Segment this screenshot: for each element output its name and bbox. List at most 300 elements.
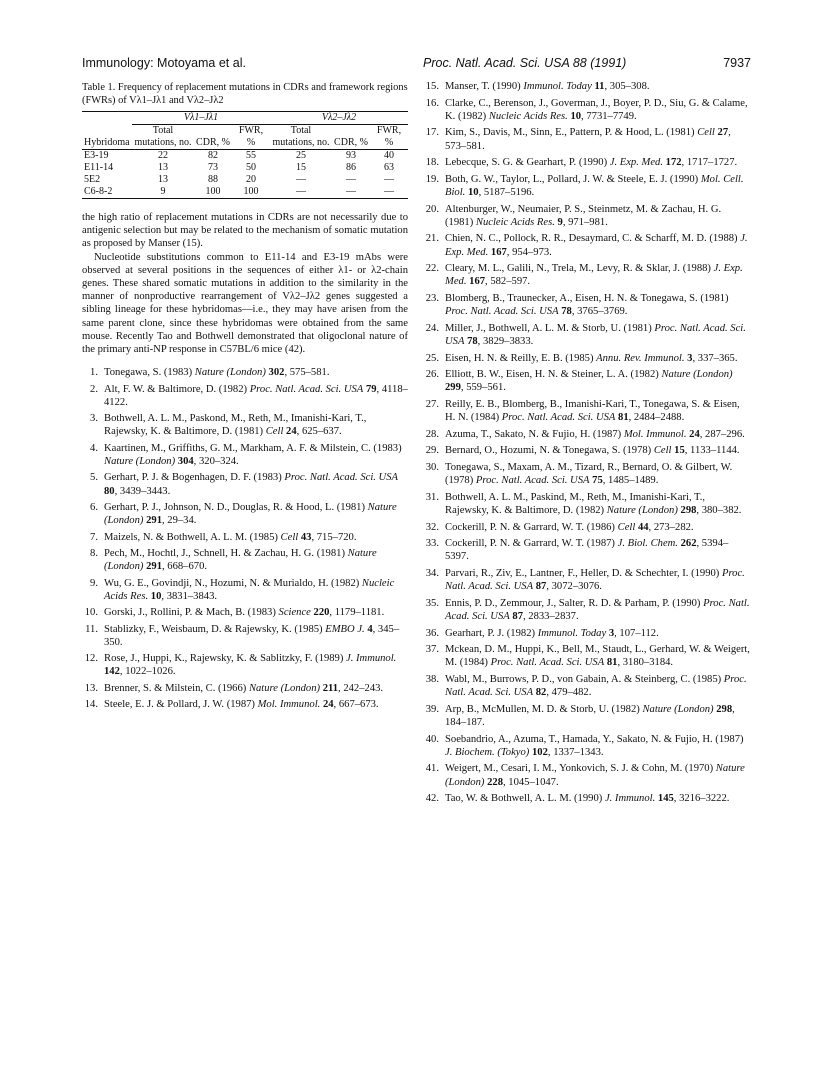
reference-number: 24. — [425, 322, 439, 334]
reference-authors: Alt, F. W. & Baltimore, D. (1982) — [104, 383, 250, 395]
reference-authors: Rose, J., Huppi, K., Rajewsky, K. & Sablitzky, F. (1989) — [104, 653, 347, 665]
reference-volume: 291 — [146, 561, 162, 573]
cell-f1: 20 — [246, 174, 256, 185]
reference-number: 26. — [425, 369, 439, 381]
reference-number: 16. — [425, 97, 439, 109]
reference-pages: , 4118–4122. — [104, 383, 408, 408]
reference-journal: Proc. Natl. Acad. Sci. USA — [445, 567, 745, 593]
reference-pages: , 1337–1343. — [547, 746, 604, 758]
reference-item — [82, 442, 408, 468]
reference-authors: Tonegawa, S., Maxam, A. M., Tizard, R., Bernard, O. & Gilbert, W. (1978) — [445, 461, 733, 487]
reference-volume: 15 — [674, 445, 685, 457]
reference-volume: 10 — [570, 110, 582, 122]
reference-volume: 302 — [268, 367, 285, 379]
reference-volume: 81 — [618, 412, 629, 424]
reference-volume: 80 — [104, 485, 115, 497]
reference-journal: J. Biochem. (Tokyo) — [445, 746, 530, 758]
reference-number: 35. — [425, 597, 439, 609]
cell-t1: 22 — [158, 150, 168, 161]
reference-item — [82, 652, 408, 678]
reference-number: 14. — [84, 699, 98, 711]
reference-item — [82, 623, 408, 649]
reference-number: 18. — [425, 157, 439, 169]
reference-pages: , 242–243. — [338, 682, 384, 694]
reference-number: 42. — [425, 793, 439, 805]
reference-authors: Wabl, M., Burrows, P. D., von Gabain, A. & Steinberg, C. (1985) — [445, 673, 724, 685]
reference-pages: , 575–581. — [284, 367, 330, 379]
reference-number: 22. — [425, 263, 439, 275]
reference-authors: Tonegawa, S. (1983) — [104, 367, 195, 379]
reference-authors: Blomberg, B., Traunecker, A., Eisen, H. N. & Tonegawa, S. (1981) — [445, 292, 729, 304]
reference-authors: Manser, T. (1990) — [445, 81, 524, 92]
reference-number: 6. — [90, 502, 98, 513]
reference-volume: 262 — [680, 538, 697, 550]
cell-hybridoma: C6-8-2 — [84, 186, 113, 197]
reference-pages: , 5394–5397. — [445, 538, 729, 563]
reference-volume: 79 — [365, 383, 377, 395]
cell-c1: 73 — [208, 162, 218, 173]
reference-authors: Gerhart, P. J., Johnson, N. D., Douglas, R. & Hood, L. (1981) — [104, 502, 368, 513]
reference-pages: , 107–112. — [614, 627, 659, 639]
reference-authors: Cockerill, P. N. & Garrard, W. T. (1986) — [445, 521, 618, 533]
reference-pages: , 7731–7749. — [581, 110, 637, 122]
reference-journal: Proc. Natl. Acad. Sci. USA — [445, 306, 559, 318]
reference-number: 1. — [90, 367, 98, 379]
reference-authors: Parvari, R., Ziv, E., Lantner, F., Heller, D. & Schechter, I. (1990) — [445, 567, 722, 579]
reference-number: 9. — [90, 577, 98, 589]
cell-hybridoma: E11-14 — [84, 162, 114, 173]
table-corner — [82, 112, 132, 125]
reference-journal: J. Exp. Med. — [445, 263, 743, 288]
reference-number: 30. — [425, 461, 439, 473]
cell-f2: — — [384, 186, 394, 197]
col-header-total-1: Total mutations, no. — [134, 125, 192, 148]
reference-number: 12. — [84, 653, 98, 665]
reference-volume: 82 — [535, 687, 547, 699]
reference-volume: 291 — [146, 515, 162, 527]
reference-volume: 228 — [487, 776, 503, 788]
reference-journal: Proc. Natl. Acad. Sci. USA — [249, 383, 364, 395]
table-row — [82, 162, 408, 174]
reference-authors: Tao, W. & Bothwell, A. L. M. (1990) — [445, 793, 605, 805]
reference-number: 7. — [90, 531, 98, 543]
reference-authors: Chien, N. C., Pollock, R. R., Desaymard, C. & Scharff, M. D. (1988) — [445, 233, 741, 245]
reference-authors: Wu, G. E., Govindji, N., Hozumi, N. & Murialdo, H. (1982) — [104, 577, 362, 589]
reference-journal: J. Exp. Med. — [609, 157, 663, 169]
reference-journal: Mol. Immunol. — [257, 699, 321, 711]
reference-item — [423, 80, 751, 93]
reference-journal: Nature (London) — [606, 504, 678, 516]
reference-item — [82, 501, 408, 527]
reference-pages: , 715–720. — [311, 531, 357, 543]
reference-journal: EMBO J. — [325, 623, 365, 635]
reference-pages: , 1045–1047. — [502, 776, 559, 788]
reference-number: 19. — [425, 173, 439, 185]
reference-authors: Bothwell, A. L. M., Paskond, M., Reth, M., Imanishi-Kari, T., Rajewsky, K. & Baltimore, D. (1981) — [104, 413, 367, 438]
reference-authors: Soebandrio, A., Azuma, T., Hamada, Y., Sakato, N. & Fujio, H. (1987) — [445, 733, 744, 745]
reference-journal: Cell — [653, 445, 672, 457]
reference-number: 21. — [425, 233, 439, 245]
reference-authors: Stablizky, F., Weisbaum, D. & Rajewsky, K. (1985) — [104, 623, 326, 635]
reference-authors: Azuma, T., Sakato, N. & Fujio, H. (1987) — [445, 428, 624, 440]
reference-list-left — [82, 366, 408, 711]
reference-number: 28. — [425, 428, 439, 440]
reference-volume: 75 — [592, 475, 603, 487]
page-number: 7937 — [723, 56, 751, 70]
reference-authors: Reilly, E. B., Blomberg, B., Imanishi-Kari, T., Tonegawa, S. & Eisen, H. N. (1984) — [445, 398, 740, 424]
reference-authors: Cockerill, P. N. & Garrard, W. T. (1987) — [445, 538, 618, 550]
reference-pages: , 668–670. — [161, 561, 208, 573]
reference-number: 31. — [425, 491, 439, 503]
right-column — [423, 80, 751, 809]
reference-pages: , 971–981. — [562, 216, 608, 228]
reference-pages: , 3831–3843. — [161, 590, 218, 602]
journal-citation: Proc. Natl. Acad. Sci. USA 88 (1991) — [423, 56, 627, 70]
cell-t2: 15 — [296, 162, 306, 173]
reference-authors: Clarke, C., Berenson, J., Goverman, J., Boyer, P. D., Siu, G. & Calame, K. (1982) — [445, 97, 748, 122]
reference-item — [82, 577, 408, 603]
reference-item — [423, 398, 751, 424]
reference-number: 11. — [85, 623, 98, 635]
reference-item — [82, 412, 408, 438]
reference-pages: , 954–973. — [506, 246, 552, 258]
reference-pages: , 3765–3769. — [571, 306, 628, 318]
reference-journal: Cell — [697, 127, 715, 139]
reference-pages: , 3829–3833. — [477, 335, 534, 347]
reference-item — [423, 567, 751, 593]
reference-journal: J. Immunol. — [346, 653, 397, 665]
table-row — [82, 150, 408, 163]
reference-authors: Elliott, B. W., Eisen, H. N. & Steiner, L. A. (1982) — [445, 369, 662, 381]
reference-authors: Altenburger, W., Neumaier, P. S., Steinmetz, M. & Zachau, H. G. (1981) — [445, 203, 722, 228]
reference-pages: , 305–308. — [604, 81, 650, 92]
reference-number: 33. — [425, 538, 439, 550]
reference-item — [82, 682, 408, 695]
cell-c2: 93 — [346, 150, 356, 161]
reference-number: 25. — [425, 352, 439, 364]
reference-journal: Nature (London) — [445, 763, 745, 788]
reference-pages: , 380–382. — [696, 504, 742, 516]
col-header-fwr-1: FWR, % — [238, 125, 264, 148]
reference-journal: Nature (London) — [248, 682, 321, 694]
reference-journal: Proc. Natl. Acad. Sci. USA — [445, 597, 750, 622]
reference-pages: , 625–637. — [296, 426, 342, 438]
reference-number: 10. — [84, 607, 98, 619]
reference-item — [82, 531, 408, 544]
reference-item — [423, 521, 751, 534]
reference-number: 13. — [84, 682, 98, 694]
running-header-left: Immunology: Motoyama et al. — [82, 56, 246, 70]
reference-authors: Both, G. W., Taylor, L., Pollard, J. W. & Steele, E. J. (1990) — [445, 173, 701, 185]
reference-number: 39. — [425, 703, 439, 715]
col-header-hybridoma: Hybridoma — [84, 137, 130, 148]
reference-pages: , 1179–1181. — [329, 607, 385, 619]
reference-volume: 298 — [716, 703, 733, 715]
reference-authors: Gearhart, P. J. (1982) — [445, 627, 538, 639]
reference-number: 36. — [425, 627, 439, 639]
reference-pages: , 1485–1489. — [602, 475, 659, 487]
reference-volume: 3 — [608, 627, 615, 639]
table-caption: Table 1. Frequency of replacement mutations in CDRs and framework regions (FWRs) of Vλ1–Jλ1 and Vλ2–Jλ2 — [82, 82, 408, 106]
reference-pages: , 320–324. — [193, 456, 239, 468]
reference-pages: , 479–482. — [546, 687, 592, 699]
reference-number: 37. — [425, 644, 439, 656]
reference-item — [423, 322, 751, 348]
reference-volume: 43 — [300, 531, 312, 543]
body-paragraph-2: Nucleotide substitutions common to E11-14 and E3-19 mAbs were observed at several positions in the sequences of either λ1- or λ2-chain genes. These shared somatic mutations in addition to the similarity in the manner of nonproductive rearrangement of Vλ2–Jλ2 genes suggested a sibling lineage for these hybridomas—i.e., they may have arisen from the same parent clone, since these hybridomas were obtained from the same mouse. Recently Tao and Bothwell demonstrated that oligoclonal nature of the primary anti-NP response in C57BL/6 mice (42). — [82, 251, 408, 356]
col-header-total-2: Total mutations, no. — [272, 125, 330, 148]
reference-volume: 298 — [680, 504, 697, 516]
reference-volume: 78 — [467, 335, 478, 347]
reference-number: 4. — [90, 442, 98, 454]
reference-item — [82, 698, 408, 711]
reference-journal: Nucleic Acids Res. — [104, 577, 395, 602]
reference-item — [423, 368, 751, 394]
reference-item — [423, 444, 751, 457]
mutation-table — [82, 111, 408, 199]
reference-pages: , 2833–2837. — [522, 610, 579, 622]
reference-volume: 87 — [512, 610, 523, 622]
reference-number: 41. — [425, 763, 439, 775]
reference-volume: 24 — [689, 428, 700, 440]
left-column — [82, 82, 408, 715]
cell-f1: 50 — [246, 162, 256, 173]
col-header-cdr-2: CDR, % — [334, 137, 368, 148]
running-header-right — [423, 56, 751, 70]
cell-c2: 86 — [346, 162, 356, 173]
reference-volume: 10 — [467, 186, 479, 198]
reference-pages: , 3216–3222. — [673, 793, 730, 805]
reference-journal: Annu. Rev. Immunol. — [596, 352, 685, 364]
reference-number: 8. — [90, 547, 98, 559]
reference-pages: , 273–282. — [648, 521, 694, 533]
reference-item — [423, 262, 751, 288]
reference-journal: Proc. Natl. Acad. Sci. USA — [501, 412, 616, 424]
cell-c2: — — [346, 174, 356, 185]
reference-pages: , 5187–5196. — [478, 186, 535, 198]
body-text — [82, 211, 408, 356]
reference-pages: , 582–597. — [485, 276, 531, 288]
group-header-v2: Vλ2–Jλ2 — [270, 112, 408, 125]
reference-item — [423, 292, 751, 318]
cell-f2: 40 — [384, 150, 394, 161]
reference-number: 5. — [90, 472, 98, 484]
reference-number: 3. — [90, 413, 98, 425]
reference-authors: Maizels, N. & Bothwell, A. L. M. (1985) — [104, 531, 281, 543]
cell-t1: 13 — [158, 162, 168, 173]
cell-c1: 88 — [208, 174, 218, 185]
reference-journal: Nature (London) — [104, 547, 377, 573]
reference-item — [423, 597, 751, 623]
reference-journal: J. Immunol. — [604, 793, 656, 805]
reference-item — [423, 232, 751, 258]
reference-number: 27. — [425, 398, 439, 410]
reference-number: 40. — [425, 733, 439, 745]
reference-authors: Mckean, D. M., Huppi, K., Bell, M., Staudt, L., Gerhard, W. & Weigert, M. (1984) — [445, 644, 750, 669]
reference-pages: , 3180–3184. — [617, 657, 674, 669]
table-body — [82, 150, 408, 199]
reference-journal: Nature (London) — [104, 456, 176, 468]
cell-f2: — — [384, 174, 394, 185]
reference-journal: Nature (London) — [104, 502, 397, 527]
reference-journal: Proc. Natl. Acad. Sci. USA — [284, 472, 398, 484]
reference-pages: , 3072–3076. — [546, 581, 602, 593]
reference-authors: Weigert, M., Cesari, I. M., Yonkovich, S. J. & Cohn, M. (1970) — [445, 763, 716, 775]
cell-f1: 55 — [246, 150, 256, 161]
table-row — [82, 174, 408, 186]
reference-item — [423, 126, 751, 152]
reference-number: 15. — [425, 81, 439, 92]
reference-journal: Proc. Natl. Acad. Sci. USA — [445, 322, 746, 347]
reference-item — [423, 491, 751, 517]
reference-number: 32. — [425, 521, 439, 533]
reference-item — [423, 673, 751, 699]
cell-hybridoma: 5E2 — [84, 174, 101, 185]
reference-item — [423, 203, 751, 229]
reference-item — [82, 606, 408, 619]
reference-volume: 10 — [150, 590, 162, 602]
reference-journal: Proc. Natl. Acad. Sci. USA — [445, 673, 747, 699]
reference-pages: , 287–296. — [699, 428, 745, 440]
reference-item — [82, 547, 408, 573]
reference-authors: Bothwell, A. L. M., Paskind, M., Reth, M., Imanishi-Kari, T., Rajewsky, K. & Baltimore, D. (1982) — [445, 491, 706, 516]
reference-authors: Miller, J., Bothwell, A. L. M. & Storb, U. (1981) — [445, 322, 655, 334]
cell-f1: 100 — [243, 186, 259, 197]
reference-volume: 87 — [535, 581, 547, 593]
reference-item — [82, 471, 408, 497]
reference-volume: 304 — [177, 456, 194, 468]
reference-volume: 11 — [594, 81, 605, 92]
reference-pages: , 184–187. — [445, 703, 735, 728]
reference-volume: 299 — [445, 382, 461, 394]
reference-volume: 78 — [561, 306, 572, 318]
body-paragraph-1: the high ratio of replacement mutations in CDRs are not necessarily due to antigenic selection but may be related to the mechanism of somatic mutation as proposed by Manser (15). — [82, 212, 408, 250]
cell-t1: 9 — [160, 186, 166, 197]
reference-authors: Ennis, P. D., Zemmour, J., Salter, R. D. & Parham, P. (1990) — [445, 597, 704, 609]
reference-journal: Nucleic Acids Res. — [488, 110, 568, 122]
reference-volume: 167 — [490, 246, 507, 258]
cell-t2: 25 — [296, 150, 306, 161]
reference-pages: , 1133–1144. — [684, 445, 740, 457]
reference-item — [423, 733, 751, 759]
reference-journal: Immunol. Today — [537, 627, 607, 639]
reference-pages: , 559–561. — [460, 382, 506, 394]
reference-item — [82, 383, 408, 409]
reference-volume: 3 — [687, 352, 693, 364]
cell-c2: — — [346, 186, 356, 197]
reference-item — [423, 156, 751, 169]
reference-journal: Cell — [280, 531, 299, 543]
reference-item — [423, 627, 751, 640]
reference-authors: Cleary, M. L., Galili, N., Trela, M., Levy, R. & Sklar, J. (1988) — [445, 263, 714, 275]
reference-item — [82, 366, 408, 379]
reference-item — [423, 352, 751, 365]
reference-item — [423, 428, 751, 441]
reference-number: 34. — [425, 567, 439, 579]
cell-c1: 82 — [208, 150, 218, 161]
reference-journal: Nature (London) — [661, 369, 733, 381]
group-header-v1: Vλ1–Jλ1 — [132, 112, 270, 125]
reference-pages: , 667–673. — [333, 699, 379, 711]
col-header-fwr-2: FWR, % — [376, 125, 402, 148]
reference-pages: , 1022–1026. — [119, 666, 176, 678]
cell-f2: 63 — [384, 162, 394, 173]
reference-authors: Arp, B., McMullen, M. D. & Storb, U. (1982) — [445, 703, 643, 715]
cell-t2: — — [296, 174, 306, 185]
reference-pages: , 337–365. — [692, 352, 738, 364]
cell-hybridoma: E3-19 — [84, 150, 109, 161]
reference-authors: Kaartinen, M., Griffiths, G. M., Markham, A. F. & Milstein, C. (1983) — [104, 442, 402, 454]
reference-volume: 24 — [322, 699, 334, 711]
reference-item — [423, 537, 751, 563]
reference-journal: Immunol. Today — [523, 81, 592, 92]
reference-authors: Gorski, J., Rollini, P. & Mach, B. (1983) — [104, 607, 279, 619]
reference-authors: Kim, S., Davis, M., Sinn, E., Pattern, P. & Hood, L. (1981) — [445, 127, 698, 139]
reference-volume: 102 — [532, 746, 548, 758]
reference-pages: , 1717–1727. — [681, 157, 738, 169]
reference-journal: J. Biol. Chem. — [617, 538, 678, 550]
reference-journal: Mol. Cell. Biol. — [445, 173, 744, 198]
reference-volume: 220 — [313, 607, 330, 619]
reference-authors: Steele, E. J. & Pollard, J. W. (1987) — [104, 699, 258, 711]
reference-journal: Mol. Immunol. — [623, 428, 687, 440]
reference-journal: Proc. Natl. Acad. Sci. USA — [475, 475, 590, 487]
reference-authors: Bernard, O., Hozumi, N. & Tonegawa, S. (1978) — [445, 445, 654, 457]
table-row — [82, 186, 408, 199]
reference-pages: , 2484–2488. — [628, 412, 685, 424]
reference-number: 23. — [425, 292, 439, 304]
reference-number: 17. — [425, 127, 439, 139]
reference-item — [423, 703, 751, 729]
reference-pages: , 345–350. — [104, 623, 400, 648]
reference-authors: Lebecque, S. G. & Gearhart, P. (1990) — [445, 157, 610, 169]
reference-volume: 172 — [665, 157, 682, 169]
reference-volume: 167 — [469, 276, 486, 288]
reference-list-right — [423, 80, 751, 805]
reference-journal: Cell — [617, 521, 636, 533]
reference-volume: 9 — [557, 216, 563, 228]
reference-item — [423, 461, 751, 487]
reference-item — [423, 97, 751, 123]
reference-volume: 211 — [322, 682, 339, 694]
reference-volume: 81 — [606, 657, 618, 669]
reference-authors: Pech, M., Hochtl, J., Schnell, H. & Zachau, H. G. (1981) — [104, 547, 348, 559]
reference-authors: Eisen, H. N. & Reilly, E. B. (1985) — [445, 352, 597, 364]
reference-journal: Cell — [265, 426, 284, 438]
col-header-cdr-1: CDR, % — [196, 137, 230, 148]
reference-number: 29. — [425, 445, 439, 457]
reference-volume: 145 — [657, 793, 674, 805]
reference-item — [423, 762, 751, 788]
reference-pages: , 29–34. — [161, 515, 197, 527]
reference-item — [423, 173, 751, 199]
reference-journal: Nature (London) — [642, 703, 714, 715]
reference-volume: 142 — [104, 666, 120, 678]
reference-volume: 44 — [637, 521, 649, 533]
reference-volume: 24 — [286, 426, 297, 438]
reference-number: 20. — [425, 203, 439, 215]
reference-journal: Proc. Natl. Acad. Sci. USA — [490, 657, 605, 669]
reference-volume: 27 — [717, 127, 729, 139]
reference-journal: Nucleic Acids Res. — [475, 216, 555, 228]
reference-number: 2. — [90, 383, 98, 395]
cell-t1: 13 — [158, 174, 168, 185]
reference-journal: J. Exp. Med. — [445, 233, 748, 258]
reference-number: 38. — [425, 673, 439, 685]
reference-journal: Nature (London) — [194, 367, 266, 379]
cell-t2: — — [296, 186, 306, 197]
reference-pages: , 573–581. — [445, 127, 731, 152]
